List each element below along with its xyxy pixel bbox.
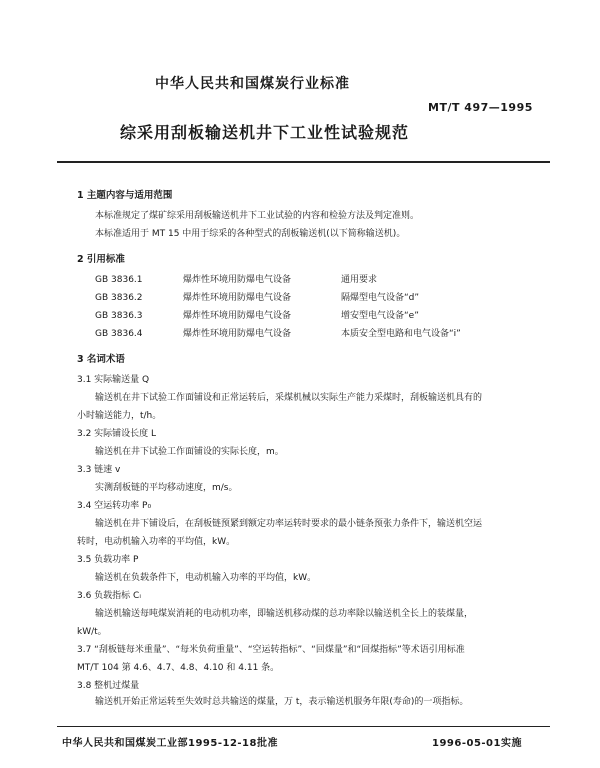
term-3-6-definition: 输送机输送每吨煤炭消耗的电动机功率，即输送机移动煤的总功率除以输送机全长上的装煤量， <box>95 609 474 619</box>
term-3-3-definition: 实测刮板链的平均移动速度，m/s。 <box>95 483 238 493</box>
reference-title: 隔爆型电气设备“d” <box>341 293 420 303</box>
effective-date: 1996-05-01实施 <box>432 738 522 749</box>
term-3-5-definition: 输送机在负载条件下，电动机输入功率的平均值，kW。 <box>95 573 317 583</box>
section-2-heading: 2 引用标准 <box>77 254 125 265</box>
term-3-7-cont: MT/T 104 第 4.6、4.7、4.8、4.10 和 4.11 条。 <box>77 663 280 673</box>
issuing-authority: 中华人民共和国煤炭行业标准 <box>155 76 350 92</box>
approval-statement: 中华人民共和国煤炭工业部1995-12-18批准 <box>62 738 278 749</box>
reference-row <box>95 308 419 321</box>
term-3-5: 3.5 负载功率 P <box>77 555 139 565</box>
section-3-heading: 3 名词术语 <box>77 354 125 365</box>
header-rule <box>57 161 550 163</box>
reference-code: GB 3836.4 <box>95 329 143 339</box>
term-3-8-definition: 输送机开始正常运转至失效时总共输送的煤量，万 t，表示输送机服务年限(寿命)的一项指标。 <box>95 697 469 707</box>
reference-row <box>95 272 377 285</box>
term-3-2: 3.2 实际铺设长度 L <box>77 429 157 439</box>
standard-code: MT/T 497—1995 <box>428 101 533 114</box>
term-3-1-definition: 输送机在井下试验工作面铺设和正常运转后，采煤机械以实际生产能力采煤时，刮板输送机具有的 <box>95 393 483 403</box>
reference-row <box>95 290 419 303</box>
reference-name: 爆炸性环境用防爆电气设备 <box>183 293 292 303</box>
reference-row <box>95 326 461 339</box>
reference-name: 爆炸性环境用防爆电气设备 <box>183 329 292 339</box>
section-1-para-2: 本标准适用于 MT 15 中用于综采的各种型式的刮板输送机(以下简称输送机)。 <box>95 229 406 239</box>
reference-code: GB 3836.2 <box>95 293 143 303</box>
term-3-4-definition: 输送机在井下铺设后，在刮板链预紧到额定功率运转时要求的最小链条预张力条件下，输送机空运 <box>95 519 483 529</box>
term-3-4: 3.4 空运转功率 P₀ <box>77 501 152 511</box>
section-1-heading: 1 主题内容与适用范围 <box>77 190 173 201</box>
term-3-1: 3.1 实际输送量 Q <box>77 375 150 385</box>
term-3-3: 3.3 链速 v <box>77 465 121 475</box>
reference-title: 通用要求 <box>341 275 378 285</box>
footer-rule <box>57 726 550 727</box>
reference-name: 爆炸性环境用防爆电气设备 <box>183 275 292 285</box>
reference-title: 增安型电气设备“e” <box>341 311 419 321</box>
term-3-2-definition: 输送机在井下试验工作面铺设的实际长度，m。 <box>95 447 284 457</box>
term-3-6-definition-cont: kW/t。 <box>77 627 107 637</box>
document-title: 综采用刮板输送机井下工业性试验规范 <box>120 123 410 142</box>
term-3-4-definition-cont: 转时，电动机输入功率的平均值，kW。 <box>77 537 236 547</box>
term-3-7: 3.7 “刮板链每米重量”、“每米负荷重量”、“空运转指标”、“回煤量”和“回煤指标”等术语引用标准 <box>77 645 465 655</box>
section-1-para-1: 本标准规定了煤矿综采用刮板输送机井下工业试验的内容和检验方法及判定准则。 <box>95 211 420 221</box>
reference-code: GB 3836.3 <box>95 311 143 321</box>
term-3-8: 3.8 整机过煤量 <box>77 681 140 691</box>
reference-name: 爆炸性环境用防爆电气设备 <box>183 311 292 321</box>
reference-title: 本质安全型电路和电气设备“i” <box>341 329 461 339</box>
reference-code: GB 3836.1 <box>95 275 143 285</box>
term-3-6: 3.6 负载指标 Cᵢ <box>77 591 141 601</box>
term-3-1-definition-cont: 小时输送能力，t/h。 <box>77 411 162 421</box>
